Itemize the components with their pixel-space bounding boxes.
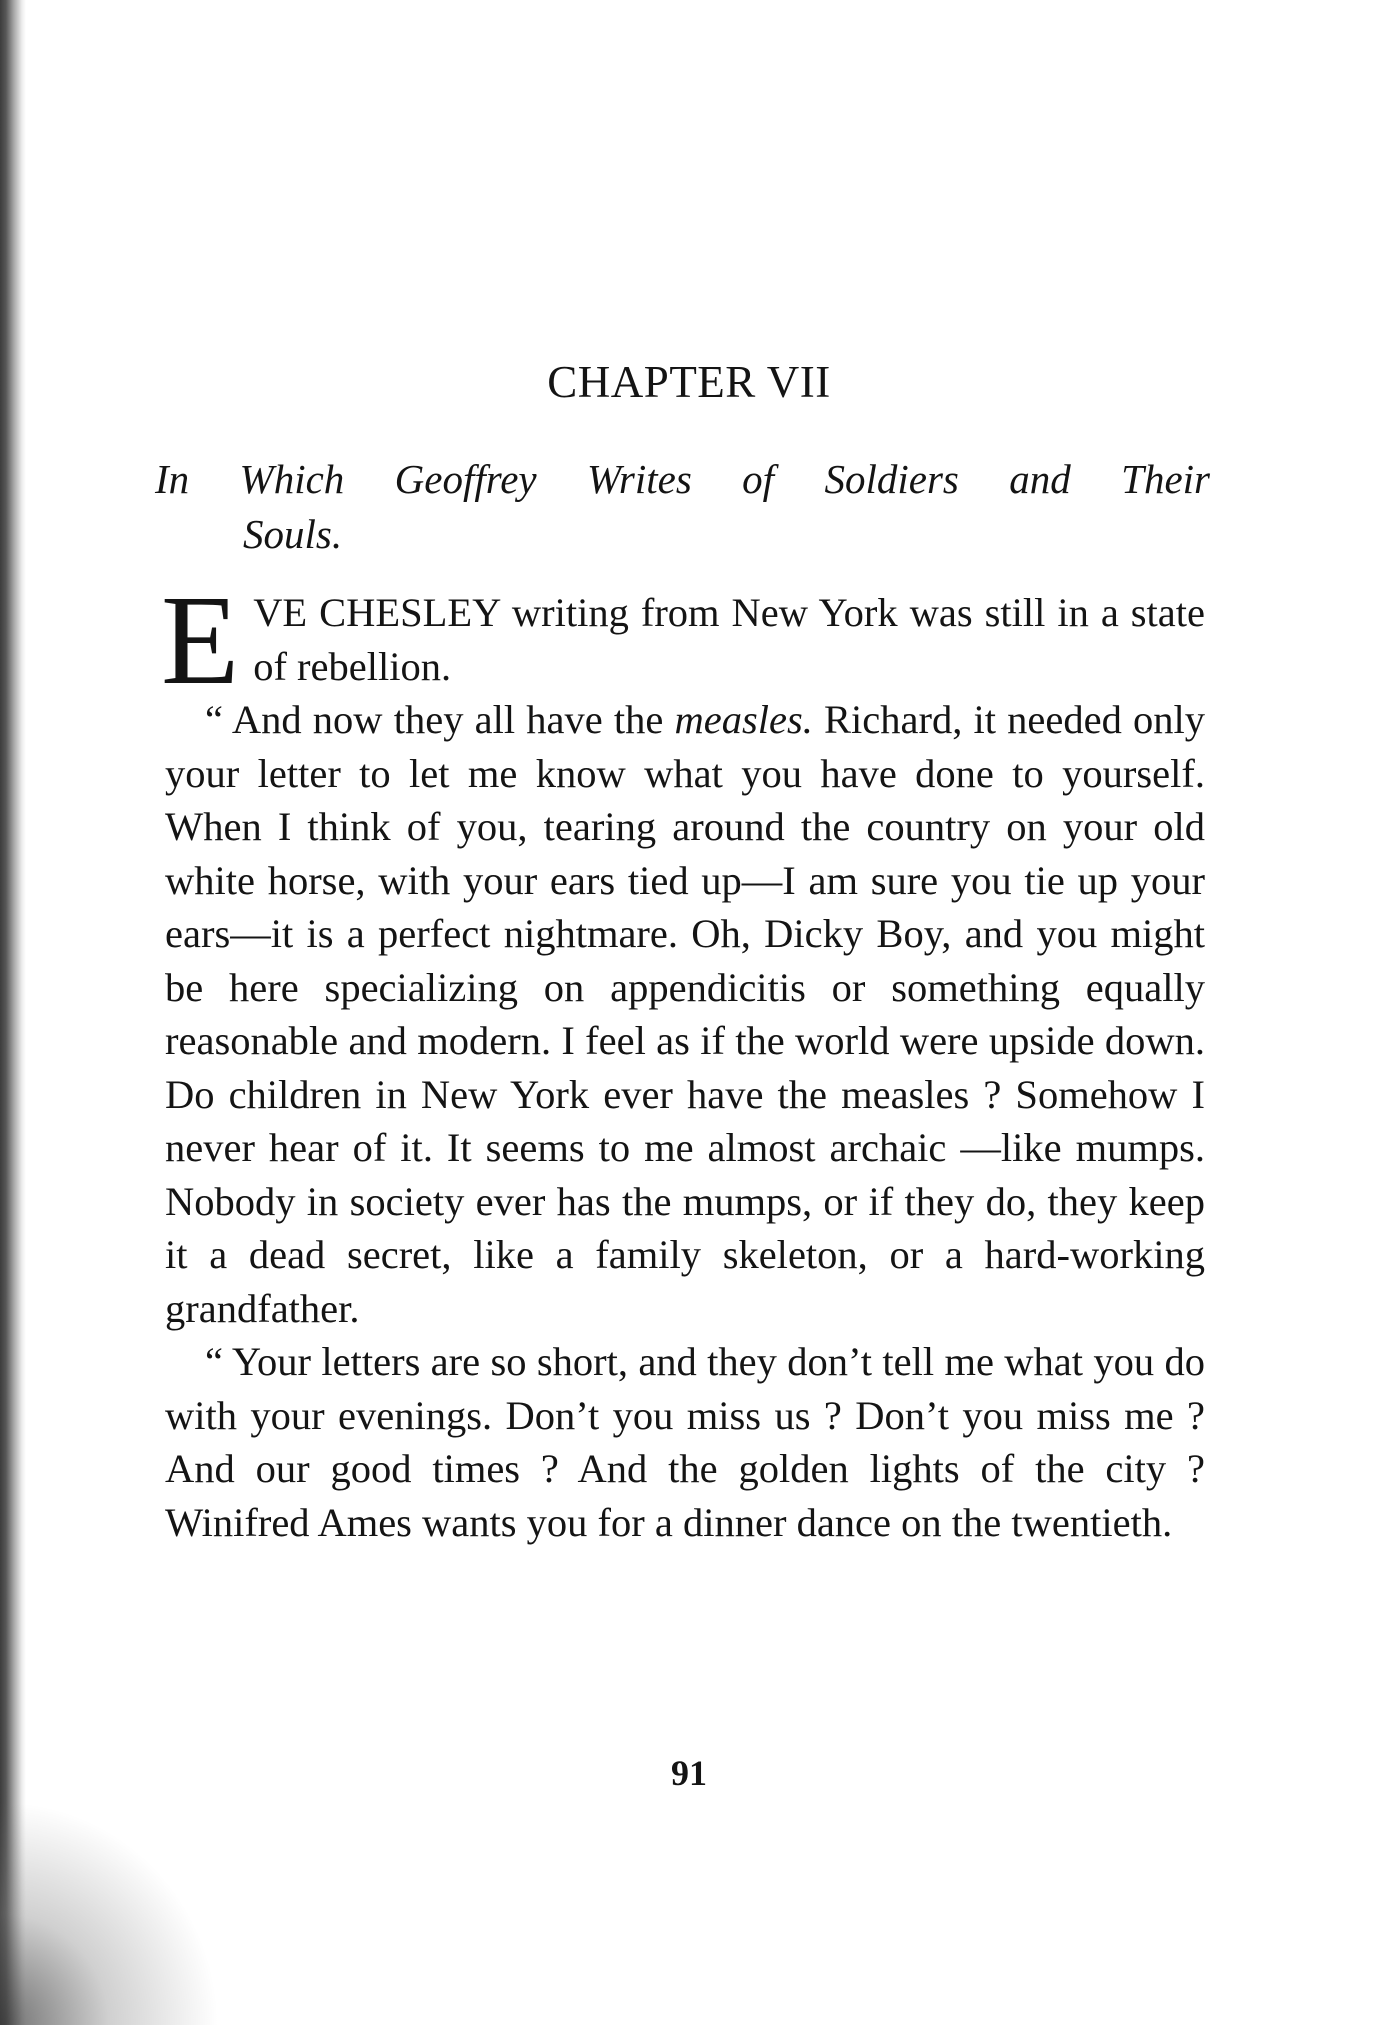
paragraph-letter-1 (165, 693, 1205, 1335)
chapter-subtitle-line-1: In Which Geoffrey Writes of Soldiers and Their (155, 456, 1210, 502)
paragraph-letter-1-start: “ And now they all have the (205, 697, 675, 742)
page-gutter-shadow (0, 0, 26, 2025)
chapter-heading: CHAPTER VII (547, 357, 831, 407)
emphasis-measles: measles. (674, 697, 813, 742)
paragraph-opening-text: VE CHESLEY writing from New York was still in a state of rebellion. (253, 590, 1205, 689)
chapter-subtitle (155, 452, 1210, 562)
page-number: 91 (671, 1753, 707, 1793)
chapter-body (161, 569, 1206, 1549)
paragraph-opening (161, 569, 1205, 711)
paragraph-letter-2: “ Your letters are so short, and they don’t tell me what you do with your evenings. Don’t you miss us ? Don’t you miss me ? And our good times ? And the golden lights of the city ? Winifred Ames wants you for a dinner dance on the twentieth. (165, 1339, 1205, 1545)
chapter-subtitle-line-2: Souls. (243, 511, 343, 557)
page-corner-shadow (0, 1800, 220, 2025)
drop-cap: E (161, 569, 240, 711)
paragraph-letter-1-rest: Richard, it needed only your letter to let me know what you have done to yourself. When I think of you, tearing around the country on your old white horse, with your ears tied up—I am sure you tie up your ears—it is a perfect nightmare. Oh, Dicky Boy, and you might be here specializing on appendicitis or something equally reasonable and modern. I feel as if the world were upside down. Do children in New York ever have the measles ? Somehow I never hear of it. It seems to me almost archaic —like mumps. Nobody in society ever has the mumps, or if they do, they keep it a dead secret, like a family skeleton, or a hard-working grandfather. (165, 697, 1206, 1331)
